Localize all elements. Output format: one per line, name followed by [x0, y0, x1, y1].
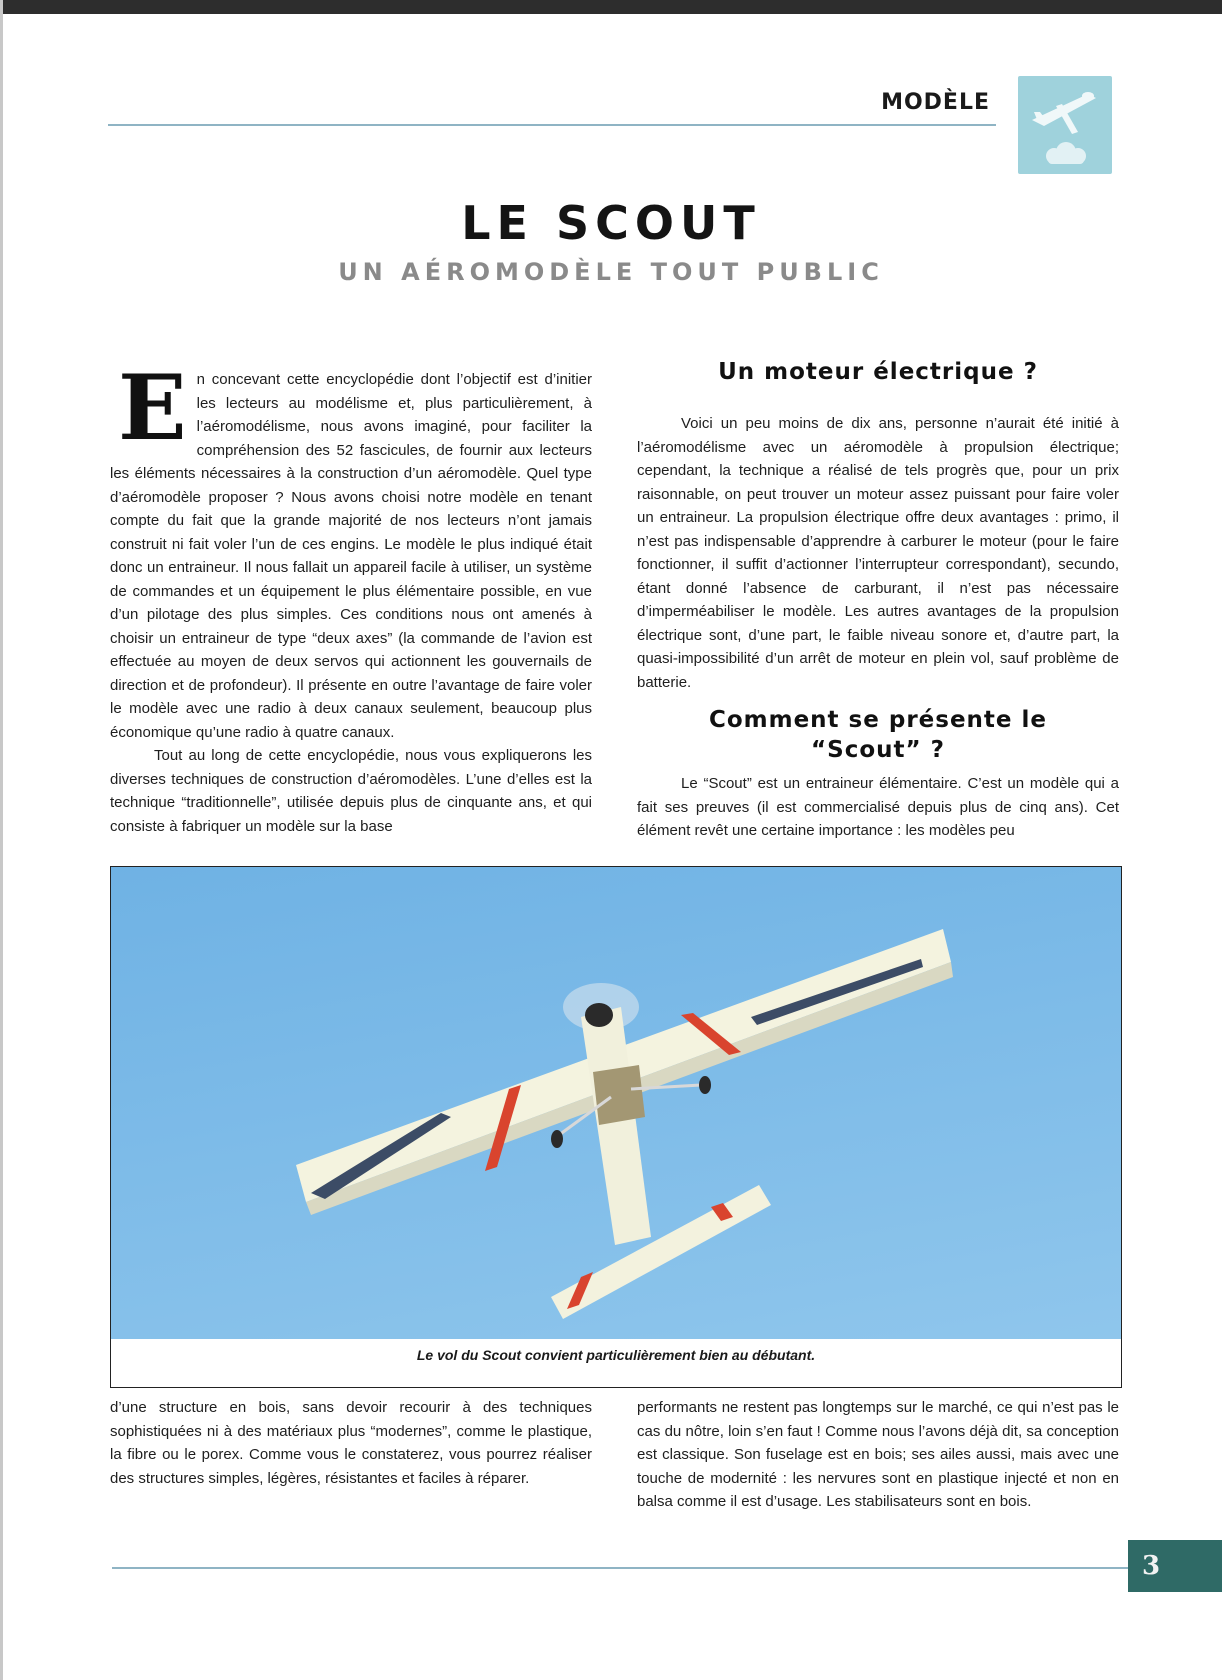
electric-motor-paragraph: Voici un peu moins de dix ans, personne n’aurait été initié à l’aéromodélisme avec un aéromodèle à propulsion électrique; cependant, la technique a réalisé de tels progrès que, pour un prix raisonnable, on peut trouver un moteur assez puissant pour faire voler un entraineur. La propulsion électrique offre deux avantages : primo, il n’est pas indispensable d’apprendre à carburer le moteur (pour le faire fonctionner, il suffit d’actionner l’interrupteur correspondant), secundo, étant donné l’absence de carburant, il n’est pas nécessaire d’imperméabiliser le modèle. Les autres avantages de la propulsion électrique sont, d’une part, le faible niveau sonore et, d’autre part, la quasi-impossibilité d’un arrêt de moteur en plein vol, sauf problème de batterie. — [637, 415, 1119, 691]
left-paragraph-2: Tout au long de cette encyclopédie, nous vous expliquerons les diverses techniques de construction d’aéromodèles. L’une d’elles est la technique “traditionnelle”, utilisée depuis plus de cinquante ans, et qui consiste à fabriquer un modèle sur la base — [110, 747, 592, 835]
heading-scout-line2: “Scout” ? — [811, 737, 945, 763]
right-column-top — [637, 412, 1119, 694]
scout-paragraph: Le “Scout” est un entraineur élémentaire. C’est un modèle qui a fait ses preuves (il est commercialisé depuis plus de cinq ans). Cet élément revêt une certaine importance : les modèles peu — [637, 775, 1119, 839]
scan-top-edge — [0, 0, 1222, 14]
drop-cap: E — [118, 355, 187, 461]
bottom-left-column — [110, 1396, 592, 1490]
bottom-left-paragraph: d’une structure en bois, sans devoir recourir à des techniques sophistiquées ni à des matériaux plus “modernes”, comme le plastique, la fibre ou le porex. Comme vous le constaterez, vous pourrez réaliser des structures simples, légères, résistantes et faciles à réparer. — [110, 1399, 592, 1487]
heading-scout — [637, 705, 1119, 765]
intro-paragraph — [110, 355, 592, 744]
header-rule — [108, 124, 996, 126]
airplane-cloud-icon — [1018, 76, 1112, 174]
page-number: 3 — [1128, 1540, 1222, 1592]
footer-rule — [112, 1567, 1128, 1569]
left-column — [110, 355, 592, 838]
scan-left-edge — [0, 0, 3, 1680]
heading-electric-motor: Un moteur électrique ? — [718, 359, 1038, 385]
section-label: MODÈLE — [881, 90, 990, 115]
right-column-mid — [637, 772, 1119, 843]
bottom-right-paragraph: performants ne restent pas longtemps sur le marché, ce qui n’est pas le cas du nôtre, loin s’en faut ! Comme nous l’avons déjà dit, sa conception est classique. Son fuselage est en bois; ses ailes aussi, mais avec une touche de modernité : les nervures sont en plastique injecté et non en balsa comme il est d’usage. Les stabilisateurs sont en bois. — [637, 1399, 1119, 1510]
bottom-right-column — [637, 1396, 1119, 1514]
article-subtitle: UN AÉROMODÈLE TOUT PUBLIC — [338, 258, 884, 286]
photo-caption: Le vol du Scout convient particulièrement bien au débutant. — [416, 1347, 816, 1363]
article-title: LE SCOUT — [461, 196, 761, 250]
intro-text: n concevant cette encyclopédie dont l’objectif est d’initier les lecteurs au modélisme et, plus particulièrement, à l’aéromodélisme, nous avons imaginé, pour faciliter la compréhension des 52 fascicules, de fournir aux lecteurs les éléments nécessaires à la construction d’un aéromodèle. Quel type d’aéromodèle proposer ? Nous avons choisi notre modèle en tenant compte du fait que la grande majorité de nos lecteurs n’ont jamais construit ni fait voler l’un de ces engins. Le modèle le plus indiqué était donc un entraineur. Il nous fallait un appareil facile à utiliser, un système de commandes et un équipement le plus élémentaire possible, en vue d’un pilotage des plus simples. Ces conditions nous ont amenés à choisir un entraineur de type “deux axes” (la commande de l’avion est effectuée au moyen de deux servos qui actionnent les gouvernails de direction et de profondeur). Il présente en outre l’avantage de faire voler le modèle avec une radio à deux canaux seulement, beaucoup plus économique qu’une radio à quatre canaux. — [110, 371, 592, 741]
scout-airplane-photo — [111, 867, 1121, 1339]
heading-scout-line1: Comment se présente le — [708, 707, 1048, 733]
photo-figure — [110, 866, 1122, 1388]
